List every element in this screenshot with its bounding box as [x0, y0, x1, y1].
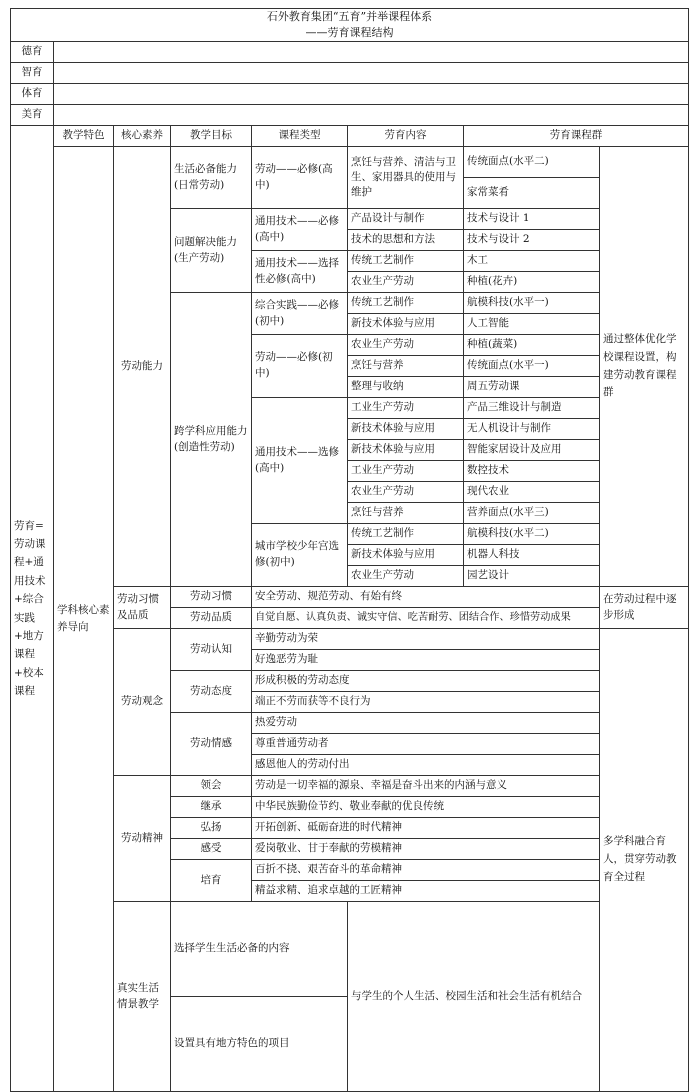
- curriculum-sheet: [10, 8, 689, 1092]
- group-cell: 园艺设计: [464, 566, 600, 587]
- content-cell: 农业生产劳动: [348, 272, 464, 293]
- cell-empty: [54, 42, 689, 63]
- title-line-1: 石外教育集团“五育”并举课程体系: [266, 10, 433, 23]
- goal-quality: 劳动品质: [171, 608, 252, 629]
- spirit-text: 中华民族勤俭节约、敬业奉献的优良传统: [252, 797, 600, 818]
- summary-integration: 多学科融合育人，贯穿劳动教育全过程: [600, 629, 689, 1092]
- content-cell: 烹饪与营养: [348, 503, 464, 524]
- bottom-middle: 与学生的个人生活、校园生活和社会生活有机结合: [348, 902, 689, 1092]
- concept-text: 感恩他人的劳动付出: [252, 755, 600, 776]
- core-habit: 劳动习惯及品质: [114, 587, 171, 629]
- concept-text: 尊重普通劳动者: [252, 734, 600, 755]
- group-cell: 智能家居设计及应用: [464, 440, 600, 461]
- goal-habit: 劳动习惯: [171, 587, 252, 608]
- group-cell: 产品三维设计与制造: [464, 398, 600, 419]
- group-cell: 营养面点(水平三): [464, 503, 600, 524]
- concept-text: 热爱劳动: [252, 713, 600, 734]
- label-intellect: 智育: [11, 63, 54, 84]
- group-cell: 人工智能: [464, 314, 600, 335]
- group-cell: 种植(蔬菜): [464, 335, 600, 356]
- row-intellect: [11, 63, 689, 84]
- goal-emotion: 劳动情感: [171, 713, 252, 776]
- table-title: [11, 9, 689, 42]
- header-core: 核心素养: [114, 126, 171, 147]
- goal-daily: 生活必备能力(日常劳动): [171, 147, 252, 209]
- content-cell: 新技术体验与应用: [348, 314, 464, 335]
- group-cell: 木工: [464, 251, 600, 272]
- label-aesthetic: 美育: [11, 105, 54, 126]
- content-cell: 工业生产劳动: [348, 398, 464, 419]
- spirit-text: 爱岗敬业、甘于奉献的劳模精神: [252, 839, 600, 860]
- content-cell: 农业生产劳动: [348, 335, 464, 356]
- group-cell: 机器人科技: [464, 545, 600, 566]
- row-physical: [11, 84, 689, 105]
- left-label: 劳育=劳动课程+通用技术+综合实践+地方课程+校本课程: [11, 126, 54, 1092]
- header-feature: 教学特色: [54, 126, 114, 147]
- row-moral: [11, 42, 689, 63]
- group-cell: 传统面点(水平一): [464, 356, 600, 377]
- content-cell: 新技术体验与应用: [348, 440, 464, 461]
- goal-attitude: 劳动态度: [171, 671, 252, 713]
- group-cell: 种植(花卉): [464, 272, 600, 293]
- goal-cultivate: 培育: [171, 860, 252, 902]
- header-group: 劳育课程群: [464, 126, 689, 147]
- spirit-text: 开拓创新、砥砺奋进的时代精神: [252, 818, 600, 839]
- header-row: [11, 126, 689, 147]
- group-cell: 无人机设计与制作: [464, 419, 600, 440]
- goal-cognition: 劳动认知: [171, 629, 252, 671]
- goal-comprehend: 领会: [171, 776, 252, 797]
- content-cell: 新技术体验与应用: [348, 419, 464, 440]
- type-1: 劳动——必修(高中): [252, 147, 348, 209]
- cell-empty: [54, 105, 689, 126]
- content-cell: 传统工艺制作: [348, 524, 464, 545]
- type-7: 城市学校少年宫选修(初中): [252, 524, 348, 587]
- core-ability: 劳动能力: [114, 147, 171, 587]
- content-cell: 工业生产劳动: [348, 461, 464, 482]
- group-cell: 现代农业: [464, 482, 600, 503]
- concept-text: 好逸恶劳为耻: [252, 650, 600, 671]
- content-cell: 产品设计与制作: [348, 209, 464, 230]
- cell-empty: [54, 63, 689, 84]
- spirit-text: 百折不挠、艰苦奋斗的革命精神: [252, 860, 600, 881]
- concept-text: 辛勤劳动为荣: [252, 629, 600, 650]
- group-cell: 航模科技(水平一): [464, 293, 600, 314]
- group-cell: 周五劳动课: [464, 377, 600, 398]
- group-cell: 技术与设计 2: [464, 230, 600, 251]
- title-row: [11, 9, 689, 42]
- goal-inherit: 继承: [171, 797, 252, 818]
- core-spirit: 劳动精神: [114, 776, 171, 902]
- group-cell: 家常菜肴: [464, 178, 600, 209]
- type-6: 通用技术——选修(高中): [252, 398, 348, 524]
- bottom-line-2: 设置具有地方特色的项目: [171, 997, 348, 1092]
- quality-text: 自觉自愿、认真负责、诚实守信、吃苦耐劳、团结合作、珍惜劳动成果: [252, 608, 600, 629]
- concept-text: 端正不劳而获等不良行为: [252, 692, 600, 713]
- goal-feel: 感受: [171, 839, 252, 860]
- goal-promote: 弘扬: [171, 818, 252, 839]
- content-cell: 整理与收纳: [348, 377, 464, 398]
- content-cell: 烹饪与营养、清洁与卫生、家用器具的使用与维护: [348, 147, 464, 209]
- label-moral: 德育: [11, 42, 54, 63]
- header-content: 劳育内容: [348, 126, 464, 147]
- core-concept: 劳动观念: [114, 629, 171, 776]
- concept-text: 形成积极的劳动态度: [252, 671, 600, 692]
- goal-cross: 跨学科应用能力(创造性劳动): [171, 293, 252, 587]
- content-cell: 烹饪与营养: [348, 356, 464, 377]
- group-cell: 技术与设计 1: [464, 209, 600, 230]
- feature-main: 学科核心素养导向: [54, 147, 114, 1092]
- content-cell: 技术的思想和方法: [348, 230, 464, 251]
- summary-structure: 通过整体优化学校课程设置，构建劳动教育课程群: [600, 147, 689, 587]
- header-goal: 教学目标: [171, 126, 252, 147]
- row-aesthetic: [11, 105, 689, 126]
- label-physical: 体育: [11, 84, 54, 105]
- group-cell: 传统面点(水平二): [464, 147, 600, 178]
- content-cell: 农业生产劳动: [348, 566, 464, 587]
- group-cell: 数控技术: [464, 461, 600, 482]
- group-cell: 航模科技(水平二): [464, 524, 600, 545]
- type-2: 通用技术——必修(高中): [252, 209, 348, 251]
- content-cell: 传统工艺制作: [348, 293, 464, 314]
- goal-problem: 问题解决能力(生产劳动): [171, 209, 252, 293]
- curriculum-table: [10, 8, 689, 1092]
- type-4: 综合实践——必修(初中): [252, 293, 348, 335]
- type-5: 劳动——必修(初中): [252, 335, 348, 398]
- content-cell: 传统工艺制作: [348, 251, 464, 272]
- content-cell: 农业生产劳动: [348, 482, 464, 503]
- cell-empty: [54, 84, 689, 105]
- summary-habit: 在劳动过程中逐步形成: [600, 587, 689, 629]
- header-type: 课程类型: [252, 126, 348, 147]
- content-cell: 新技术体验与应用: [348, 545, 464, 566]
- table-row: [11, 147, 689, 178]
- title-line-2: ——劳育课程结构: [305, 26, 394, 39]
- bottom-feature: 真实生活情景教学: [114, 902, 171, 1092]
- type-3: 通用技术——选择性必修(高中): [252, 251, 348, 293]
- bottom-line-1: 选择学生生活必备的内容: [171, 902, 348, 997]
- spirit-text: 劳动是一切幸福的源泉、幸福是奋斗出来的内涵与意义: [252, 776, 600, 797]
- habit-text: 安全劳动、规范劳动、有始有终: [252, 587, 600, 608]
- spirit-text: 精益求精、追求卓越的工匠精神: [252, 881, 600, 902]
